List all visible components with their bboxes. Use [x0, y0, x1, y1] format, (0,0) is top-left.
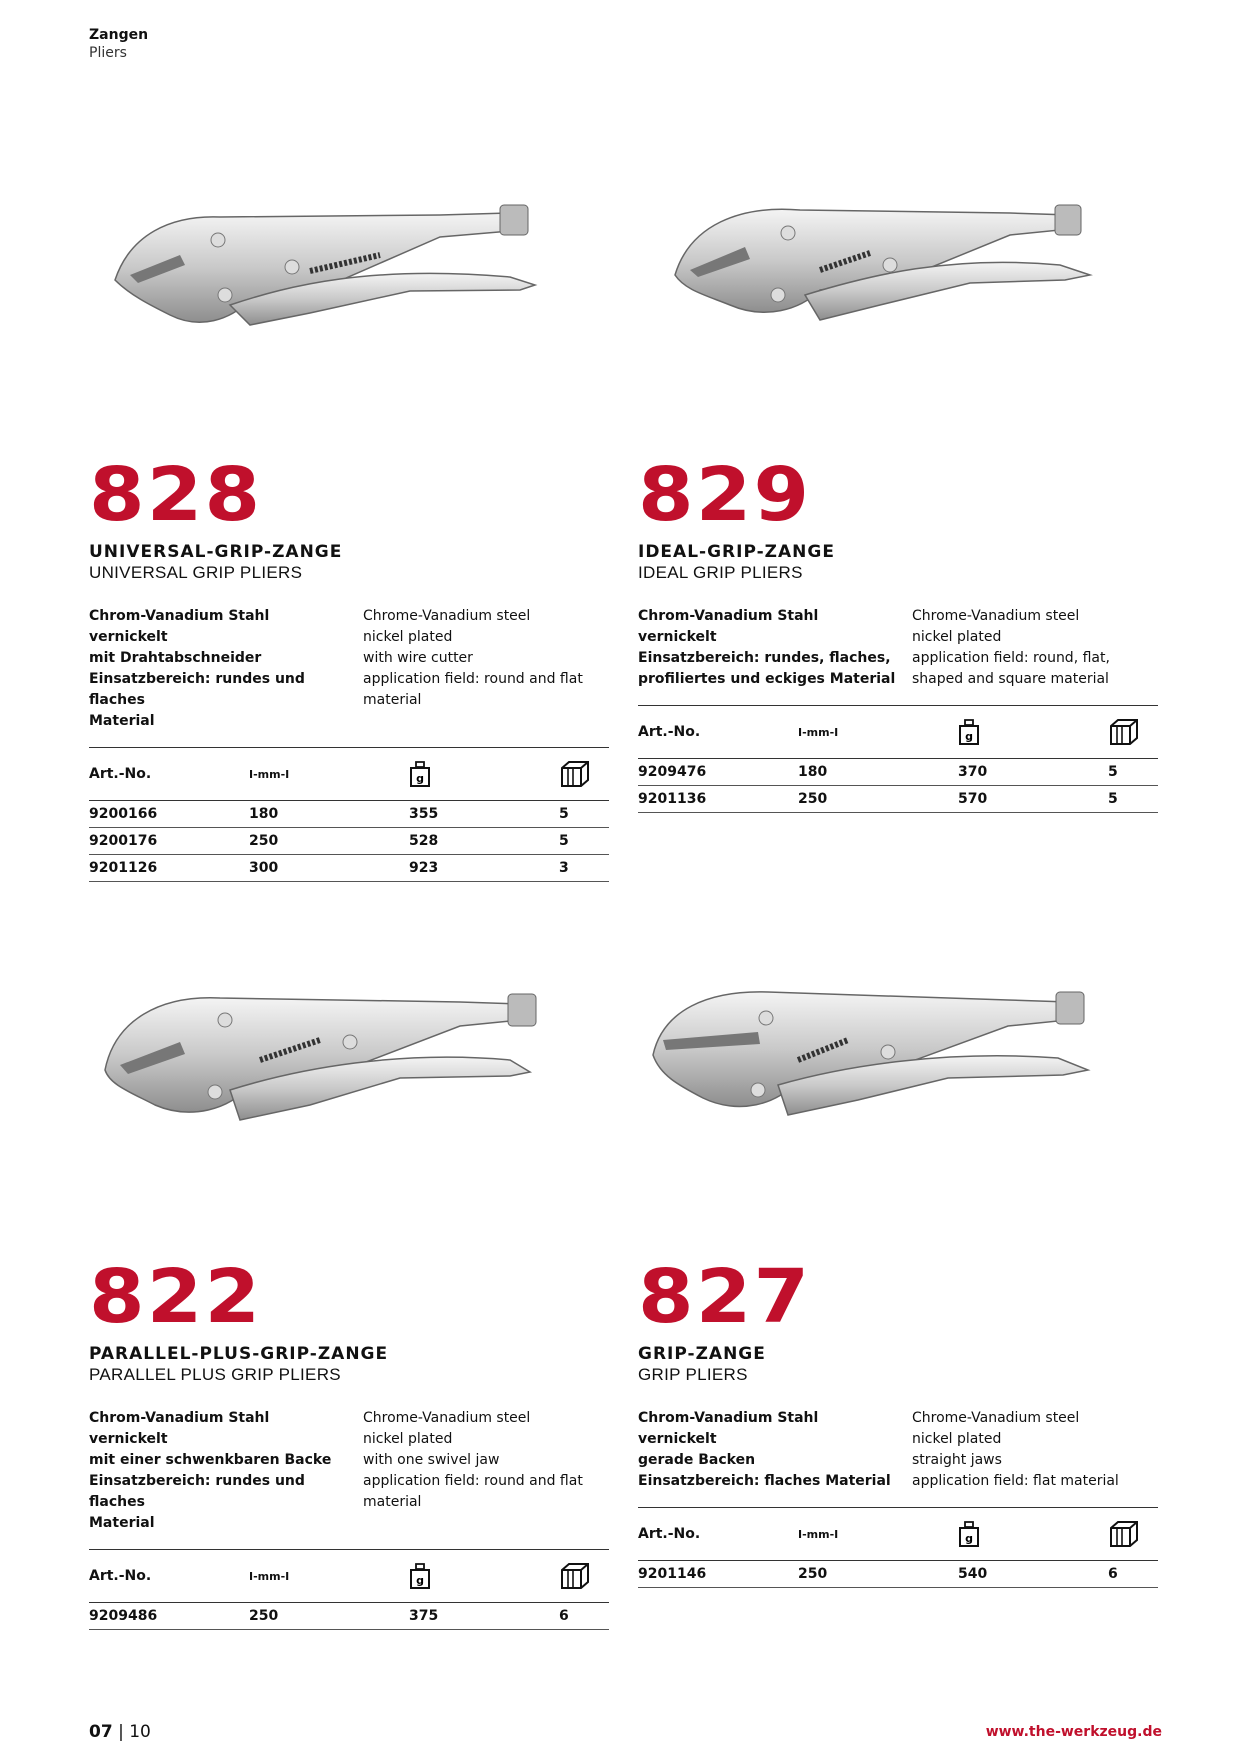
description-line-en: with wire cutter — [363, 650, 473, 666]
cell-art-no: 9209486 — [89, 1603, 249, 1630]
svg-text:g: g — [416, 1574, 424, 1587]
header-package — [1108, 1508, 1158, 1561]
cell-art-no: 9209476 — [638, 759, 798, 786]
product-description — [89, 1408, 609, 1534]
cell-weight: 370 — [958, 759, 1108, 786]
svg-text:g: g — [965, 730, 973, 743]
header-weight — [409, 748, 559, 801]
description-de — [89, 1408, 363, 1534]
description-de — [89, 606, 363, 732]
table-row — [638, 1561, 1158, 1588]
product-title-de: PARALLEL-PLUS-GRIP-ZANGE — [89, 1344, 389, 1364]
cell-weight: 570 — [958, 786, 1108, 813]
header-length-mm: I-mm-I — [798, 1528, 839, 1541]
table-row — [89, 1603, 609, 1630]
cell-weight: 355 — [409, 801, 559, 828]
description-line-de: Einsatzbereich: flaches Material — [638, 1473, 891, 1489]
header-weight — [409, 1550, 559, 1603]
description-line-en: Chrome-Vanadium steel — [363, 608, 531, 624]
product-title-en: UNIVERSAL GRIP PLIERS — [89, 563, 303, 582]
cell-length: 180 — [798, 759, 958, 786]
description-en — [363, 1408, 609, 1534]
description-line-de: Einsatzbereich: rundes und flaches — [89, 1473, 305, 1510]
product-description — [638, 1408, 1158, 1492]
plier-image-829 — [670, 195, 1120, 375]
page-header — [89, 26, 148, 62]
description-line-en: application field: flat material — [912, 1473, 1119, 1489]
category-en: Pliers — [89, 45, 127, 61]
package-icon — [559, 1562, 591, 1590]
plier-image-827 — [648, 980, 1138, 1165]
svg-text:g: g — [965, 1532, 973, 1545]
description-line-en: with one swivel jaw — [363, 1452, 500, 1468]
header-weight — [958, 706, 1108, 759]
table-row — [89, 855, 609, 882]
table-header-row — [638, 706, 1158, 759]
product-block — [89, 452, 609, 882]
description-line-en: application field: round and flat — [363, 1473, 583, 1489]
description-line-de: vernickelt — [89, 629, 168, 645]
product-number: 829 — [638, 452, 812, 538]
header-art-no: Art.-No. — [638, 724, 701, 740]
plier-image-828 — [110, 195, 590, 375]
description-line-de: Einsatzbereich: rundes, flaches, — [638, 650, 891, 666]
weight-icon — [958, 1520, 980, 1548]
cell-weight: 540 — [958, 1561, 1108, 1588]
cell-art-no: 9200176 — [89, 828, 249, 855]
table-header-row — [89, 748, 609, 801]
description-de — [638, 1408, 912, 1492]
description-en — [912, 606, 1158, 690]
cell-package-qty: 6 — [559, 1603, 609, 1630]
header-weight — [958, 1508, 1108, 1561]
description-line-en: Chrome-Vanadium steel — [912, 608, 1080, 624]
product-number: 828 — [89, 452, 263, 538]
product-description — [638, 606, 1158, 690]
total-pages: 10 — [129, 1722, 151, 1742]
cell-art-no: 9201136 — [638, 786, 798, 813]
description-line-de: Chrom-Vanadium Stahl — [638, 608, 819, 624]
svg-text:g: g — [416, 772, 424, 785]
page-separator: | — [118, 1722, 130, 1742]
page-number — [89, 1722, 151, 1742]
description-line-de: vernickelt — [638, 629, 717, 645]
cell-package-qty: 5 — [559, 801, 609, 828]
cell-art-no: 9201146 — [638, 1561, 798, 1588]
product-block — [638, 1254, 1158, 1588]
cell-package-qty: 5 — [1108, 759, 1158, 786]
cell-length: 250 — [798, 786, 958, 813]
description-en — [363, 606, 609, 732]
weight-icon — [958, 718, 980, 746]
product-title-de: GRIP-ZANGE — [638, 1344, 766, 1364]
current-page: 07 — [89, 1722, 113, 1742]
cell-package-qty: 6 — [1108, 1561, 1158, 1588]
description-line-de: Einsatzbereich: rundes und flaches — [89, 671, 305, 708]
header-art-no: Art.-No. — [638, 1526, 701, 1542]
website-link[interactable]: www.the-werkzeug.de — [985, 1724, 1162, 1740]
table-row — [89, 828, 609, 855]
header-package — [1108, 706, 1158, 759]
description-line-de: gerade Backen — [638, 1452, 756, 1468]
table-row — [638, 786, 1158, 813]
description-line-de: Chrom-Vanadium Stahl — [638, 1410, 819, 1426]
table-row — [638, 759, 1158, 786]
description-line-de: Material — [89, 713, 155, 729]
description-line-en: Chrome-Vanadium steel — [363, 1410, 531, 1426]
description-de — [638, 606, 912, 690]
description-line-de: Material — [89, 1515, 155, 1531]
package-icon — [1108, 1520, 1140, 1548]
description-line-de: mit einer schwenkbaren Backe — [89, 1452, 332, 1468]
description-line-en: application field: round and flat — [363, 671, 583, 687]
weight-icon — [409, 1562, 431, 1590]
spec-table — [89, 747, 609, 882]
description-line-en: nickel plated — [912, 629, 1002, 645]
product-description — [89, 606, 609, 732]
header-length-mm: I-mm-I — [249, 1570, 290, 1583]
product-number: 827 — [638, 1254, 812, 1340]
package-icon — [1108, 718, 1140, 746]
description-line-en: application field: round, flat, — [912, 650, 1110, 666]
spec-table — [89, 1549, 609, 1630]
cell-length: 250 — [249, 1603, 409, 1630]
cell-weight: 375 — [409, 1603, 559, 1630]
description-line-de: profiliertes und eckiges Material — [638, 671, 896, 687]
table-row — [89, 801, 609, 828]
description-en — [912, 1408, 1158, 1492]
header-art-no: Art.-No. — [89, 1568, 152, 1584]
product-title-de: IDEAL-GRIP-ZANGE — [638, 542, 835, 562]
header-length-mm: I-mm-I — [798, 726, 839, 739]
description-line-en: material — [363, 1494, 422, 1510]
cell-weight: 923 — [409, 855, 559, 882]
header-package — [559, 748, 609, 801]
description-line-de: Chrom-Vanadium Stahl — [89, 1410, 270, 1426]
description-line-de: Chrom-Vanadium Stahl — [89, 608, 270, 624]
description-line-en: material — [363, 692, 422, 708]
table-header-row — [638, 1508, 1158, 1561]
description-line-en: nickel plated — [912, 1431, 1002, 1447]
description-line-de: mit Drahtabschneider — [89, 650, 262, 666]
plier-image-822 — [100, 980, 600, 1165]
product-title-en: PARALLEL PLUS GRIP PLIERS — [89, 1365, 341, 1384]
product-title-de: UNIVERSAL-GRIP-ZANGE — [89, 542, 343, 562]
description-line-de: vernickelt — [89, 1431, 168, 1447]
header-art-no: Art.-No. — [89, 766, 152, 782]
table-header-row — [89, 1550, 609, 1603]
header-length-mm: I-mm-I — [249, 768, 290, 781]
product-title-en: GRIP PLIERS — [638, 1365, 748, 1384]
spec-table — [638, 1507, 1158, 1588]
weight-icon — [409, 760, 431, 788]
cell-art-no: 9200166 — [89, 801, 249, 828]
header-package — [559, 1550, 609, 1603]
cell-length: 300 — [249, 855, 409, 882]
description-line-en: straight jaws — [912, 1452, 1002, 1468]
category-de: Zangen — [89, 27, 149, 43]
cell-length: 180 — [249, 801, 409, 828]
cell-length: 250 — [249, 828, 409, 855]
cell-length: 250 — [798, 1561, 958, 1588]
cell-package-qty: 5 — [559, 828, 609, 855]
description-line-en: shaped and square material — [912, 671, 1109, 687]
product-block — [638, 452, 1158, 813]
description-line-en: Chrome-Vanadium steel — [912, 1410, 1080, 1426]
product-block — [89, 1254, 609, 1630]
cell-weight: 528 — [409, 828, 559, 855]
cell-package-qty: 3 — [559, 855, 609, 882]
description-line-en: nickel plated — [363, 629, 453, 645]
cell-package-qty: 5 — [1108, 786, 1158, 813]
spec-table — [638, 705, 1158, 813]
cell-art-no: 9201126 — [89, 855, 249, 882]
product-title-en: IDEAL GRIP PLIERS — [638, 563, 803, 582]
product-number: 822 — [89, 1254, 263, 1340]
package-icon — [559, 760, 591, 788]
description-line-en: nickel plated — [363, 1431, 453, 1447]
description-line-de: vernickelt — [638, 1431, 717, 1447]
